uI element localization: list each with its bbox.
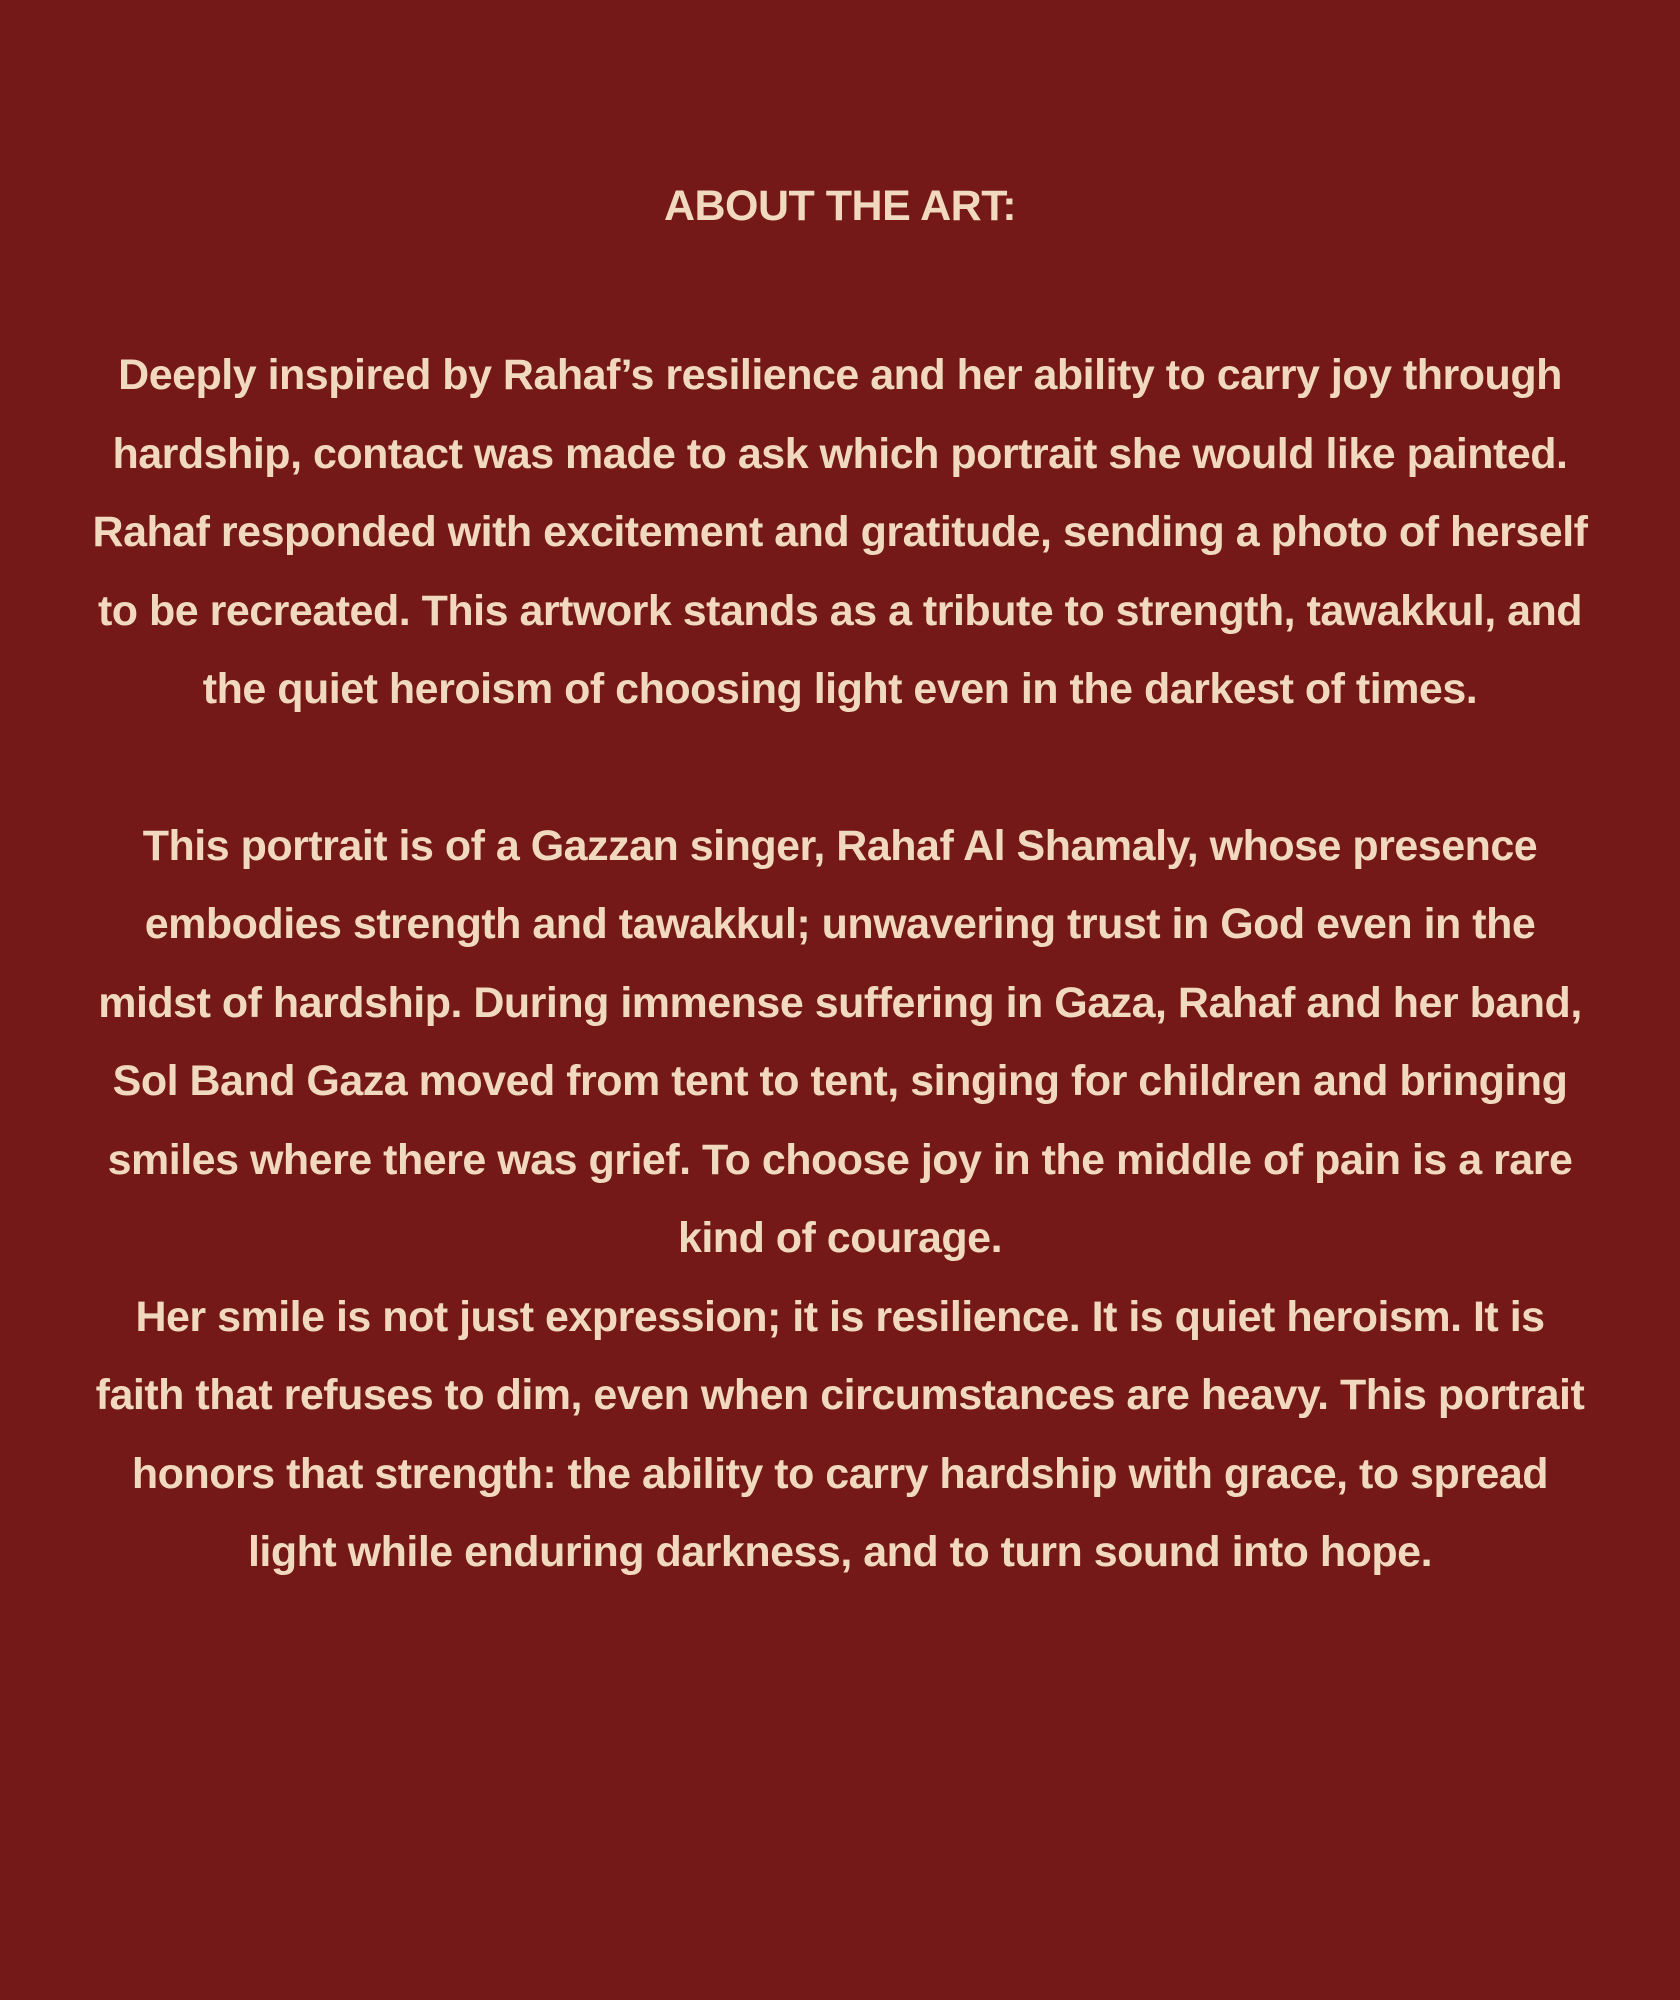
page-title: ABOUT THE ART:	[663, 182, 1017, 230]
portrait-description-paragraph: This portrait is of a Gazzan singer, Rahaf Al Shamaly, whose presence embodies strength and tawakkul; unwavering trust in God even in the midst of hardship. During immense suffering in Gaza, Rahaf and her band, Sol Band Gaza moved from tent to tent, singing for children and bringing smiles where there was grief. To choose joy in the middle of pain is a rare kind of courage.	[98, 821, 1582, 1262]
smile-paragraph: Her smile is not just expression; it is resilience. It is quiet heroism. It is faith that refuses to dim, even when circumstances are heavy. This portrait honors that strength: the ability to carry hardship with grace, to spread light while enduring darkness, and to turn sound into hope.	[95, 1292, 1585, 1576]
intro-paragraph: Deeply inspired by Rahaf’s resilience and her ability to carry joy through hardship, contact was made to ask which portrait she would like painted. Rahaf responded with excitement and gratitude, sending a photo of herself to be recreated. This artwork stands as a tribute to strength, tawakkul, and the quiet heroism of choosing light even in the darkest of times.	[92, 351, 1588, 713]
